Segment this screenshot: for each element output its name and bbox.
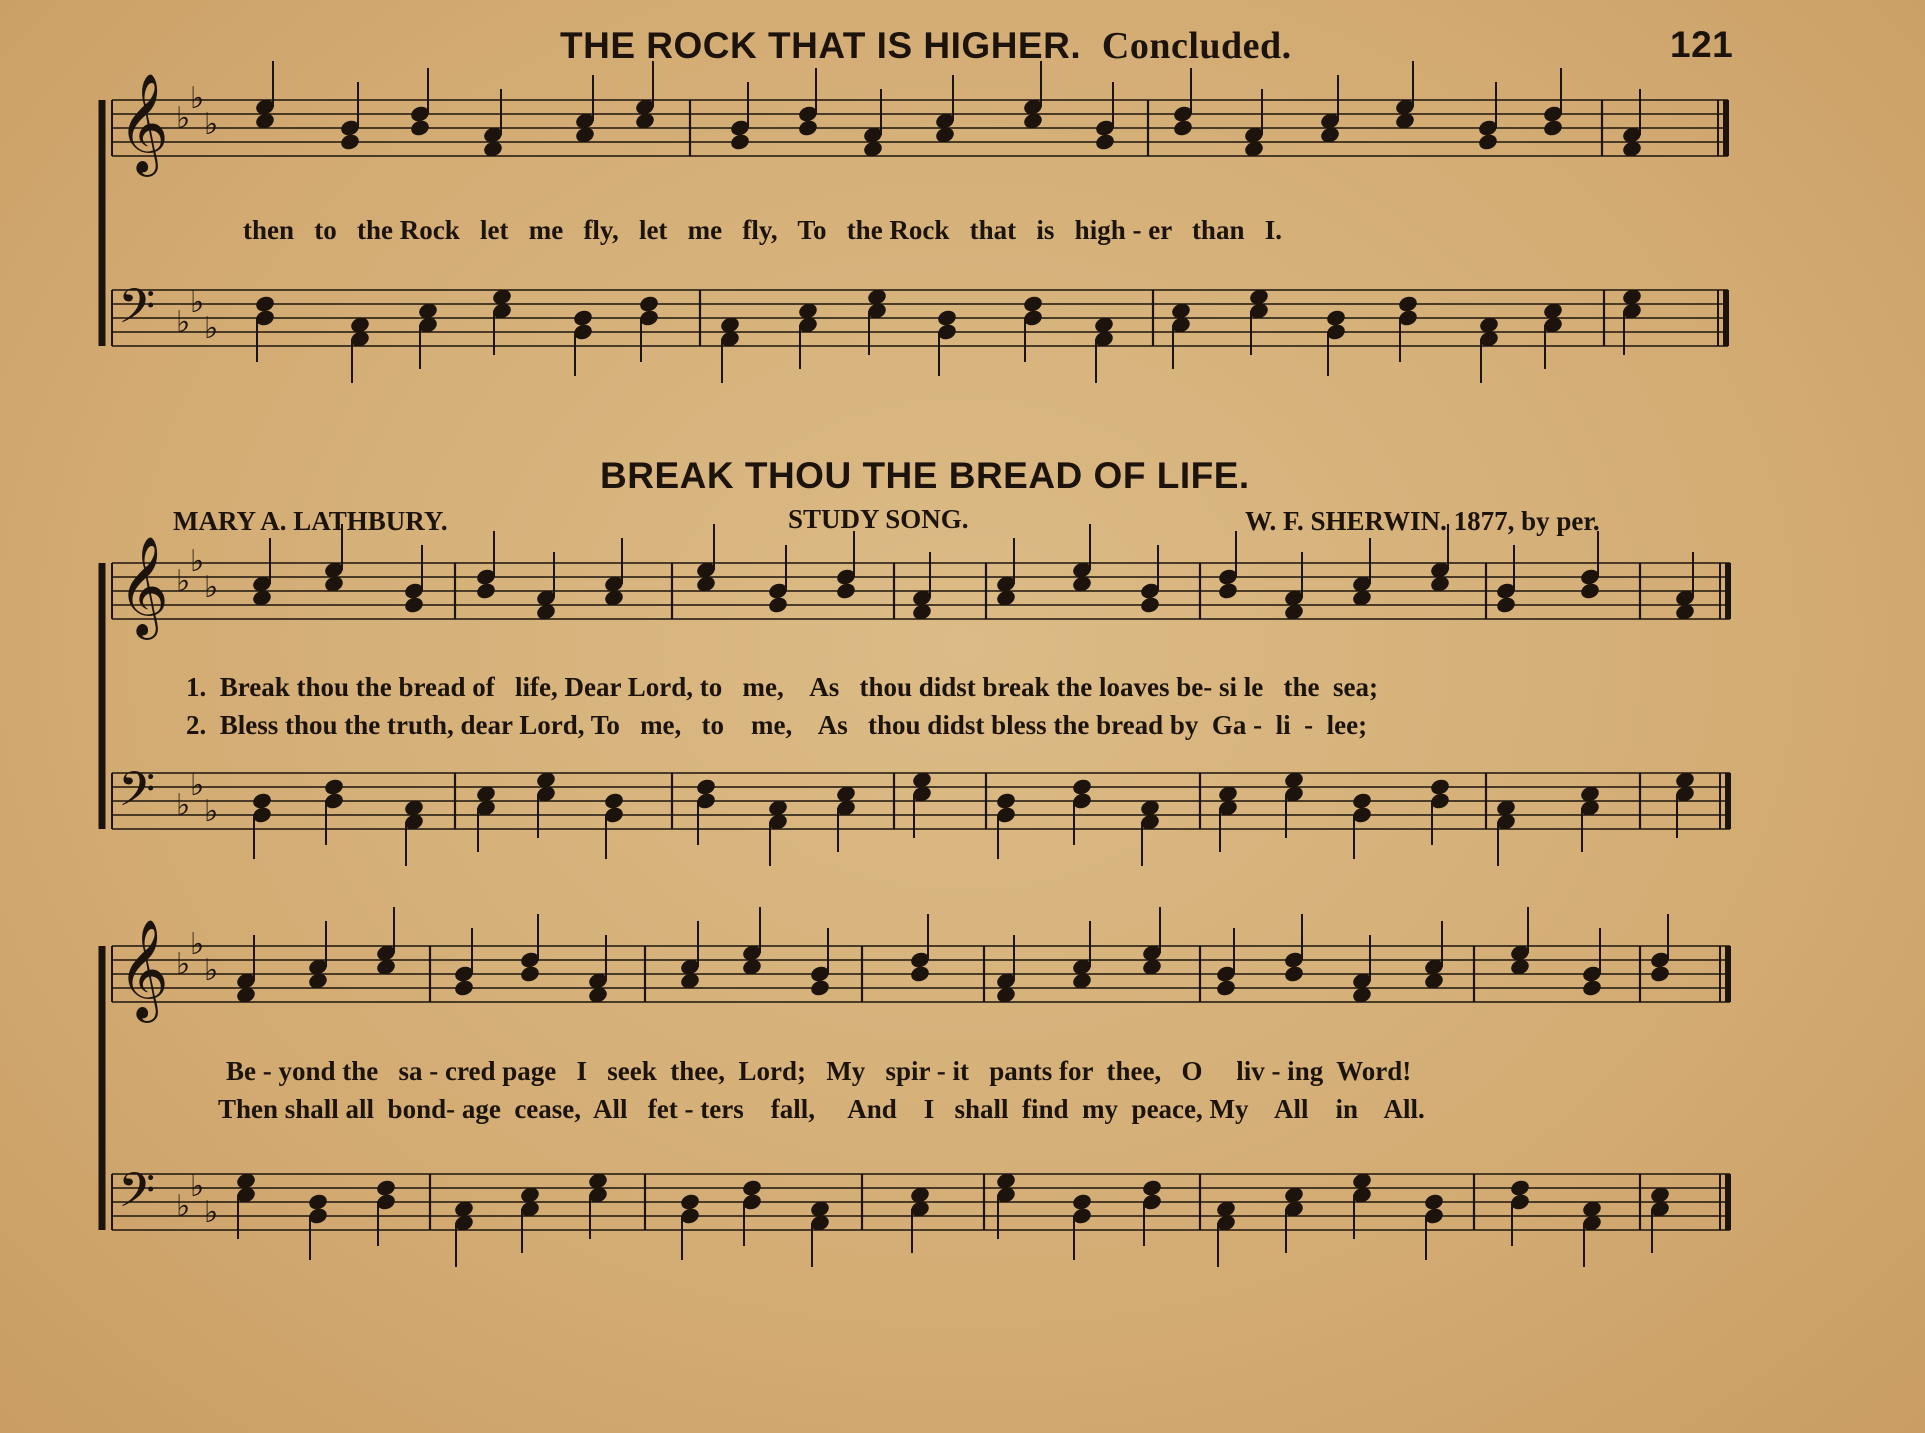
- flat-icon: ♭: [190, 768, 205, 803]
- notehead: [403, 595, 425, 614]
- notehead: [603, 791, 625, 810]
- running-header-title: THE ROCK THAT IS HIGHER.: [560, 25, 1082, 66]
- notehead: [1022, 294, 1044, 313]
- notehead: [767, 595, 789, 614]
- bass-clef-icon: 𝄢: [118, 1162, 156, 1230]
- flat-icon: ♭: [176, 564, 191, 599]
- notehead: [1325, 308, 1347, 327]
- notehead: [741, 1178, 763, 1197]
- notehead: [409, 118, 431, 137]
- flat-icon: ♭: [204, 107, 219, 142]
- running-header-sub: Concluded.: [1101, 25, 1292, 67]
- lyric-verse1-system2: 1. Break thou the bread of life, Dear Lord, to me, As thou didst break the loaves be- si le the sea;: [186, 672, 1378, 702]
- treble-clef-icon: 𝄞: [118, 919, 169, 1019]
- flat-icon: ♭: [176, 1189, 191, 1224]
- flat-icon: ♭: [176, 101, 191, 136]
- flat-icon: ♭: [204, 311, 219, 346]
- notehead: [453, 978, 475, 997]
- treble-clef-icon: 𝄞: [118, 73, 169, 173]
- notehead: [1542, 118, 1564, 137]
- notehead: [1071, 1192, 1093, 1211]
- notehead: [323, 777, 345, 796]
- flat-icon: ♭: [190, 1169, 205, 1204]
- lyric-verse2-system3: Then shall all bond- age cease, All fet - ters fall, And I shall find my peace, My All in All.: [218, 1094, 1425, 1124]
- notehead: [339, 132, 361, 151]
- notehead: [936, 308, 958, 327]
- flat-icon: ♭: [204, 794, 219, 829]
- notehead: [1495, 595, 1517, 614]
- notehead: [1397, 294, 1419, 313]
- lyric-line-system1: then to the Rock let me fly, let me fly, To the Rock that is high - er than I.: [243, 215, 1282, 245]
- author-credit: MARY A. LATHBURY.: [173, 506, 448, 536]
- bass-clef-icon: 𝄢: [118, 761, 156, 829]
- notehead: [1423, 1192, 1445, 1211]
- flat-icon: ♭: [204, 570, 219, 605]
- notehead: [307, 1192, 329, 1211]
- notehead: [254, 294, 276, 313]
- notehead: [1579, 581, 1601, 600]
- notehead: [809, 978, 831, 997]
- song-title: BREAK THOU THE BREAD OF LIFE.: [600, 455, 1250, 496]
- song-subtitle: STUDY SONG.: [788, 504, 969, 534]
- notehead: [1649, 964, 1671, 983]
- flat-icon: ♭: [190, 927, 205, 962]
- lyric-verse2-system2: 2. Bless thou the truth, dear Lord, To me, to me, As thou didst bless the bread by Ga - li - lee;: [186, 710, 1368, 740]
- notehead: [695, 777, 717, 796]
- notehead: [251, 791, 273, 810]
- lyric-verse1-system3: Be - yond the sa - cred page I seek thee, Lord; My spir - it pants for thee, O liv - ing Word!: [226, 1056, 1412, 1086]
- page-number: 121: [1670, 24, 1734, 65]
- notehead: [1217, 581, 1239, 600]
- notehead: [1139, 595, 1161, 614]
- bass-clef-icon: 𝄢: [118, 278, 156, 346]
- notehead: [679, 1192, 701, 1211]
- flat-icon: ♭: [204, 953, 219, 988]
- notehead: [797, 118, 819, 137]
- flat-icon: ♭: [190, 544, 205, 579]
- flat-icon: ♭: [176, 788, 191, 823]
- notehead: [909, 964, 931, 983]
- flat-icon: ♭: [190, 285, 205, 320]
- notehead: [572, 308, 594, 327]
- notehead: [375, 1178, 397, 1197]
- notehead: [1141, 1178, 1163, 1197]
- notehead: [1215, 978, 1237, 997]
- notehead: [729, 132, 751, 151]
- notehead: [475, 581, 497, 600]
- flat-icon: ♭: [176, 305, 191, 340]
- notehead: [1283, 964, 1305, 983]
- notehead: [1581, 978, 1603, 997]
- notehead: [1429, 777, 1451, 796]
- notehead: [1477, 132, 1499, 151]
- notehead: [835, 581, 857, 600]
- flat-icon: ♭: [190, 81, 205, 116]
- flat-icon: ♭: [176, 947, 191, 982]
- notehead: [995, 791, 1017, 810]
- notehead: [1351, 791, 1373, 810]
- notehead: [1071, 777, 1093, 796]
- notehead: [519, 964, 541, 983]
- notehead: [638, 294, 660, 313]
- treble-clef-icon: 𝄞: [118, 536, 169, 636]
- composer-credit: W. F. SHERWIN. 1877, by per.: [1245, 506, 1600, 536]
- notehead: [1172, 118, 1194, 137]
- notehead: [1509, 1178, 1531, 1197]
- notehead: [1094, 132, 1116, 151]
- flat-icon: ♭: [204, 1195, 219, 1230]
